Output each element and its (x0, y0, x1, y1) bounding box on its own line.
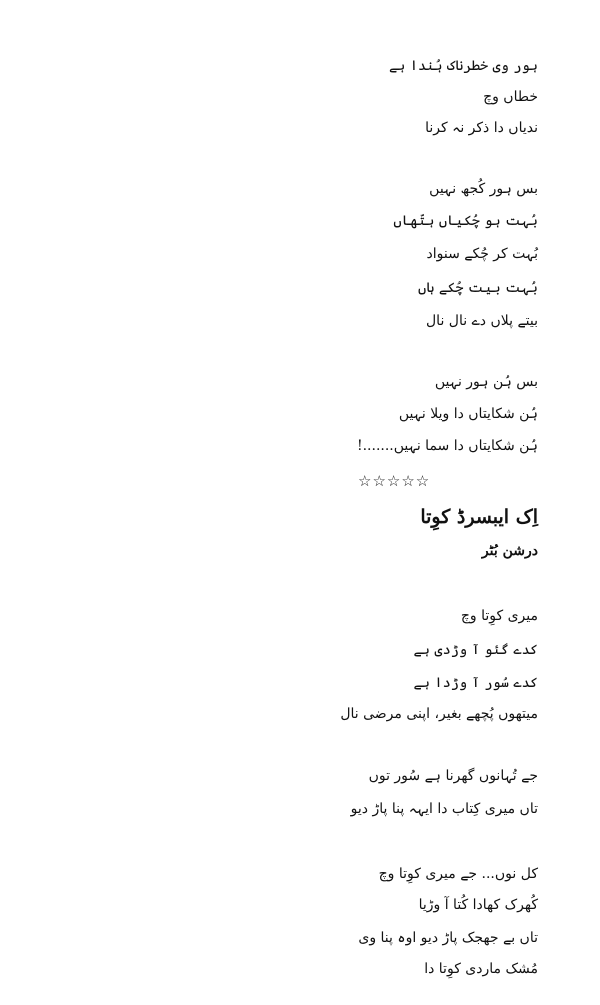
poem2-stanza3-line-3: تاں بے جھجک پاڑ دیو اوہ پنا وی (358, 930, 538, 946)
poem1-stanza1-line-1: ہور وی خطرناک ہُندا ہے (388, 58, 538, 74)
poem2-stanza2-line-2: تاں میری کِتاب دا ایہہ پنا پاڑ دیو (350, 801, 538, 817)
separator-stars: ☆☆☆☆☆ (358, 472, 431, 490)
poem1-stanza2-line-1: بس ہور کُجھ نہیں (429, 181, 538, 197)
poem2-stanza3-line-2: کُھرک کھادا کُتا آ وڑیا (418, 897, 538, 913)
poem2-stanza2-line-1: جے تُہانوں گھرنا ہے سُور توں (368, 768, 538, 784)
poem1-stanza1-line-3: ندیاں دا ذکر نہ کرنا (425, 120, 538, 136)
poem2-stanza3-line-1: کل نوں... جے میری کوِتا وچ (378, 866, 538, 882)
poem1-stanza2-line-5: بیتے پلاں دے نال نال (426, 313, 538, 329)
poem2-stanza3-line-4: مُشک ماردی کوِتا دا (424, 961, 538, 977)
poem2-stanza1-line-3: کدے سُور آ وڑدا ہے (413, 675, 538, 691)
poem1-stanza3-line-3: ہُن شکایتاں دا سما نہیں.......! (356, 438, 538, 454)
poem2-title: اِک ایبسرڈ کوِتا (420, 506, 538, 528)
poem1-stanza2-line-3: بُہت کر چُکے سنواد (426, 246, 538, 262)
poem2-stanza1-line-1: میری کوِتا وچ (460, 608, 538, 624)
poem2-author: درشن بُٹر (481, 543, 538, 559)
poem2-stanza1-line-2: کدے گئو آ وڑدی ہے (413, 642, 538, 658)
poem1-stanza1-line-2: خطاں وچ (483, 89, 538, 105)
poem1-stanza3-line-2: ہُن شکایتاں دا ویلا نہیں (398, 406, 538, 422)
poem1-stanza2-line-4: بُہت بیت چُکے ہاں (418, 280, 538, 296)
poem2-stanza1-line-4: میتھوں پُچھے بغیر، اپنی مرضی نال (340, 706, 538, 722)
poem1-stanza2-line-2: بُہت ہو چُکیاں ہتّھاں (393, 213, 538, 229)
poem1-stanza3-line-1: بس ہُن ہور نہیں (434, 374, 538, 390)
